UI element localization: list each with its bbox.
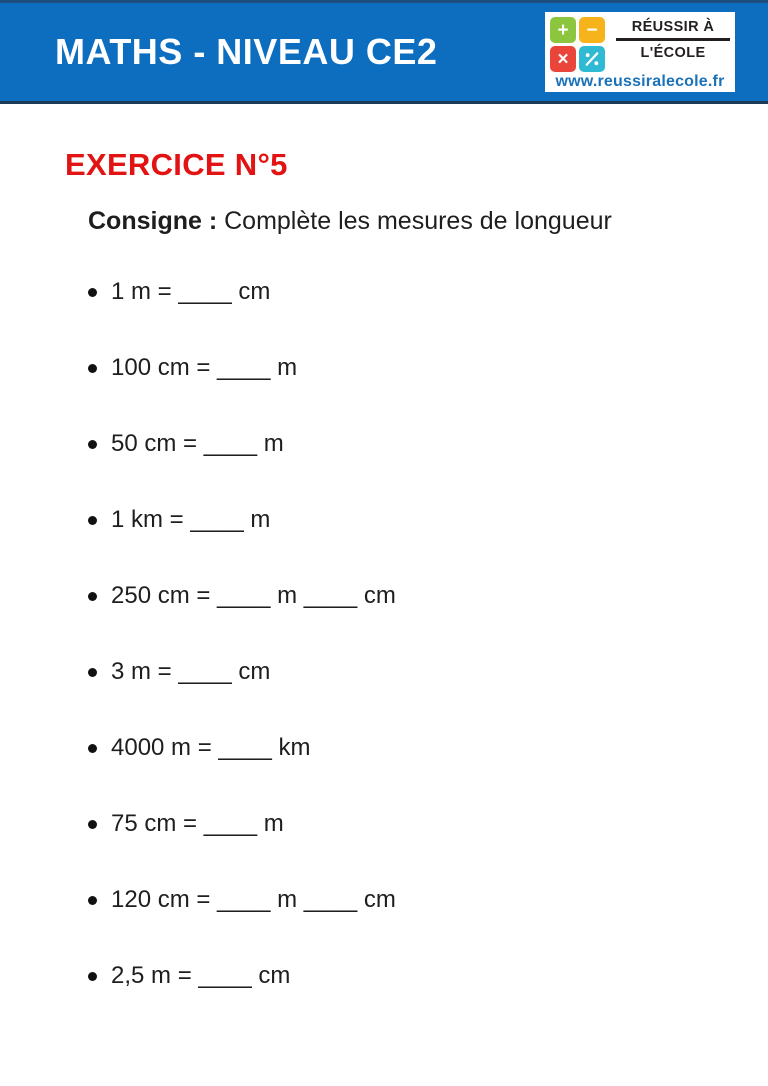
logo-wordmark	[616, 16, 730, 72]
plus-icon	[550, 17, 576, 43]
logo-divider	[616, 38, 730, 41]
list-item-text: 4000 m = ____ km	[111, 734, 311, 761]
header-banner	[0, 0, 768, 104]
list-item	[88, 862, 768, 938]
multiply-icon	[550, 46, 576, 72]
exercise-title: EXERCICE N°5	[65, 147, 288, 182]
list-item-text: 100 cm = ____ m	[111, 354, 298, 381]
bullet-icon	[88, 516, 97, 525]
consigne-text: Complète les mesures de longueur	[224, 207, 612, 235]
list-item	[88, 938, 768, 1014]
list-item-text: 3 m = ____ cm	[111, 658, 271, 685]
list-item-text: 120 cm = ____ m ____ cm	[111, 886, 396, 913]
list-item	[88, 482, 768, 558]
consigne-line	[88, 207, 768, 235]
list-item-text: 1 km = ____ m	[111, 506, 271, 533]
exercise-list	[88, 254, 768, 1014]
logo-url: www.reussiralecole.fr	[555, 73, 725, 90]
bullet-icon	[88, 820, 97, 829]
logo-tiles	[550, 17, 610, 72]
list-item-text: 250 cm = ____ m ____ cm	[111, 582, 396, 609]
bullet-icon	[88, 288, 97, 297]
logo	[545, 12, 735, 92]
bullet-icon	[88, 744, 97, 753]
bullet-icon	[88, 668, 97, 677]
list-item	[88, 254, 768, 330]
minus-icon	[579, 17, 605, 43]
list-item	[88, 330, 768, 406]
page-title: MATHS - NIVEAU CE2	[55, 31, 438, 72]
worksheet-body	[0, 104, 768, 1014]
divide-icon	[579, 46, 605, 72]
list-item	[88, 634, 768, 710]
list-item	[88, 558, 768, 634]
list-item	[88, 786, 768, 862]
bullet-icon	[88, 364, 97, 373]
bullet-icon	[88, 972, 97, 981]
list-item-text: 75 cm = ____ m	[111, 810, 284, 837]
list-item-text: 50 cm = ____ m	[111, 430, 284, 457]
bullet-icon	[88, 592, 97, 601]
plus-symbol: +	[557, 19, 569, 41]
list-item-text: 1 m = ____ cm	[111, 278, 271, 305]
logo-line1: RÉUSSIR À	[631, 19, 715, 35]
bullet-icon	[88, 440, 97, 449]
list-item	[88, 710, 768, 786]
multiply-symbol: ×	[557, 48, 569, 70]
list-item-text: 2,5 m = ____ cm	[111, 962, 291, 989]
list-item	[88, 406, 768, 482]
minus-symbol: −	[586, 19, 598, 41]
bullet-icon	[88, 896, 97, 905]
consigne-label: Consigne :	[88, 207, 218, 235]
logo-line2: L'ÉCOLE	[640, 45, 706, 62]
